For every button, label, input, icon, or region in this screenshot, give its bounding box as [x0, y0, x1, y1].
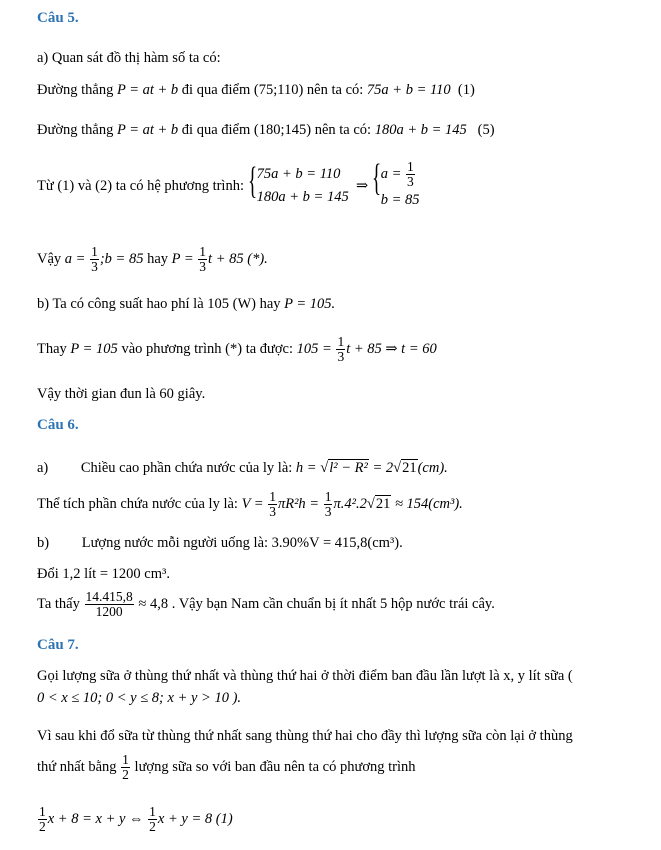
text: Thể tích phần chứa nước của ly là:: [37, 496, 242, 512]
fraction: $\frac{1}{3}$: [324, 489, 332, 520]
math: = 2: [368, 460, 394, 476]
math: 75a + b = 110: [366, 82, 451, 98]
math: 75a + b = 110: [256, 166, 341, 183]
text: thứ nhất bằng: [37, 759, 121, 775]
math: x + y = 8 (1): [157, 811, 233, 827]
fraction: $\frac{1}{2}$: [39, 804, 46, 835]
fraction: $\frac{1}{3}$: [269, 489, 276, 520]
math: b = 85: [380, 192, 420, 209]
arrow: ⇒: [355, 177, 369, 194]
math: h =: [295, 460, 321, 476]
fraction: $\frac{1}{3}$: [407, 159, 414, 190]
q5-conclusion: Vậy thời gian đun là 60 giây.: [37, 386, 206, 402]
math: πR²h =: [277, 496, 323, 512]
q7-equation: [37, 805, 233, 834]
label: a): [37, 460, 49, 476]
math: a =: [64, 251, 90, 267]
fraction: $\frac{1}{3}$: [199, 244, 207, 275]
math: P = 105: [70, 341, 118, 357]
text: nên ta có:: [303, 82, 367, 98]
fraction: $\frac{1}{2}$: [149, 804, 156, 835]
label: b): [37, 535, 50, 551]
math: P = at + b: [116, 122, 179, 138]
math: 105 =: [296, 341, 336, 357]
q5-a-intro: a) Quan sát đồ thị hàm số ta có:: [37, 50, 221, 66]
q7-p3: [37, 753, 416, 782]
q6-heading: Câu 6.: [37, 417, 79, 433]
radicand: 21: [375, 496, 391, 512]
math: (cm).: [417, 460, 448, 476]
q7-p1: Gọi lượng sữa ở thùng thứ nhất và thùng thứ hai ở thời điểm ban đầu lần lượt là x, y lít sữa (: [37, 668, 573, 684]
eq-tag: (5): [477, 122, 495, 138]
math: P = at + b: [116, 82, 179, 98]
fraction: $\frac{14.415,8}{1200}$: [85, 589, 133, 620]
q5-heading: Câu 5.: [37, 10, 79, 26]
fraction: $\frac{1}{3}$: [337, 334, 345, 365]
radicand: l² − R²: [329, 460, 368, 476]
text: đi qua điểm: [178, 82, 254, 98]
text: đi qua điểm: [178, 122, 254, 138]
text: b) Ta có công suất hao phí là 105 (W) hay: [37, 296, 285, 312]
text: Đường thẳng: [37, 82, 117, 98]
math: π.4².2: [333, 496, 367, 512]
math: x + 8 = x + y ⇔: [47, 811, 148, 827]
text: Lượng nước mỗi người uống là: 3.90%V = 415,8(cm³).: [81, 535, 403, 551]
q7-heading: Câu 7.: [37, 637, 79, 653]
radicand: 21: [402, 460, 417, 476]
math: P = 105.: [284, 296, 336, 312]
q5-thay: [37, 335, 437, 364]
q6-a: a) Chiều cao phần chứa nước của ly là: h = √l² − R² = 2√21(cm).: [37, 460, 448, 476]
q6-ta-thay: [37, 590, 495, 619]
q7-p2: Vì sau khi đổ sữa từ thùng thứ nhất sang thùng thứ hai cho đầy thì lượng sữa còn lại ở thùng: [37, 728, 573, 744]
system-left: { 75a + b = 110 180a + b = 145: [248, 163, 349, 209]
text: lượng sữa so với ban đầu nên ta có phương trình: [130, 759, 416, 775]
q5-system: [37, 157, 420, 213]
q5-b: [37, 296, 335, 313]
text: Từ (1) và (2) ta có hệ phương trình:: [37, 177, 248, 194]
math: a =: [380, 166, 406, 182]
text: Ta thấy: [37, 596, 84, 612]
text: Thay: [37, 341, 71, 357]
q6-doi: Đổi 1,2 lít = 1200 cm³.: [37, 566, 170, 582]
math: (75;110): [253, 82, 304, 98]
math: P =: [171, 251, 198, 267]
q7-p1b: 0 < x ≤ 10; 0 < y ≤ 8; x + y > 10 ).: [37, 690, 242, 706]
text: Vậy: [37, 251, 65, 267]
text: vào phương trình (*) ta được:: [117, 341, 297, 357]
math: t + 85 ⇒ t = 60: [346, 341, 437, 357]
text: Đường thẳng: [37, 122, 117, 138]
math: 180a + b = 145: [256, 189, 349, 206]
math: ≈ 154(cm³).: [391, 496, 463, 512]
q5-vay: [37, 245, 268, 274]
eq-tag: (1): [457, 82, 475, 98]
text: nên ta có:: [311, 122, 375, 138]
math: (180;145): [253, 122, 312, 138]
q6-volume: Thể tích phần chứa nước của ly là: V = $\frac{1}{3}$ πR²h = $\frac{1}{3}$ π.4².2√21 ≈ 154(cm³).: [37, 489, 463, 520]
math: V =: [241, 496, 268, 512]
q6-b: [37, 535, 403, 552]
math: ;b = 85: [99, 251, 144, 267]
text: ≈ 4,8 . Vậy bạn Nam cần chuẩn bị ít nhất 5 hộp nước trái cây.: [134, 596, 495, 612]
fraction: $\frac{1}{2}$: [122, 752, 129, 783]
fraction: $\frac{1}{3}$: [91, 244, 98, 275]
system-right: { a = $\frac{1}{3}$ b = 85: [372, 160, 420, 213]
q5-line1: [37, 82, 475, 99]
text: hay: [143, 251, 172, 267]
math: 180a + b = 145: [374, 122, 467, 138]
text: Chiều cao phần chứa nước của ly là:: [80, 460, 296, 476]
math: t + 85 (*).: [208, 251, 268, 267]
q5-line2: [37, 122, 495, 139]
